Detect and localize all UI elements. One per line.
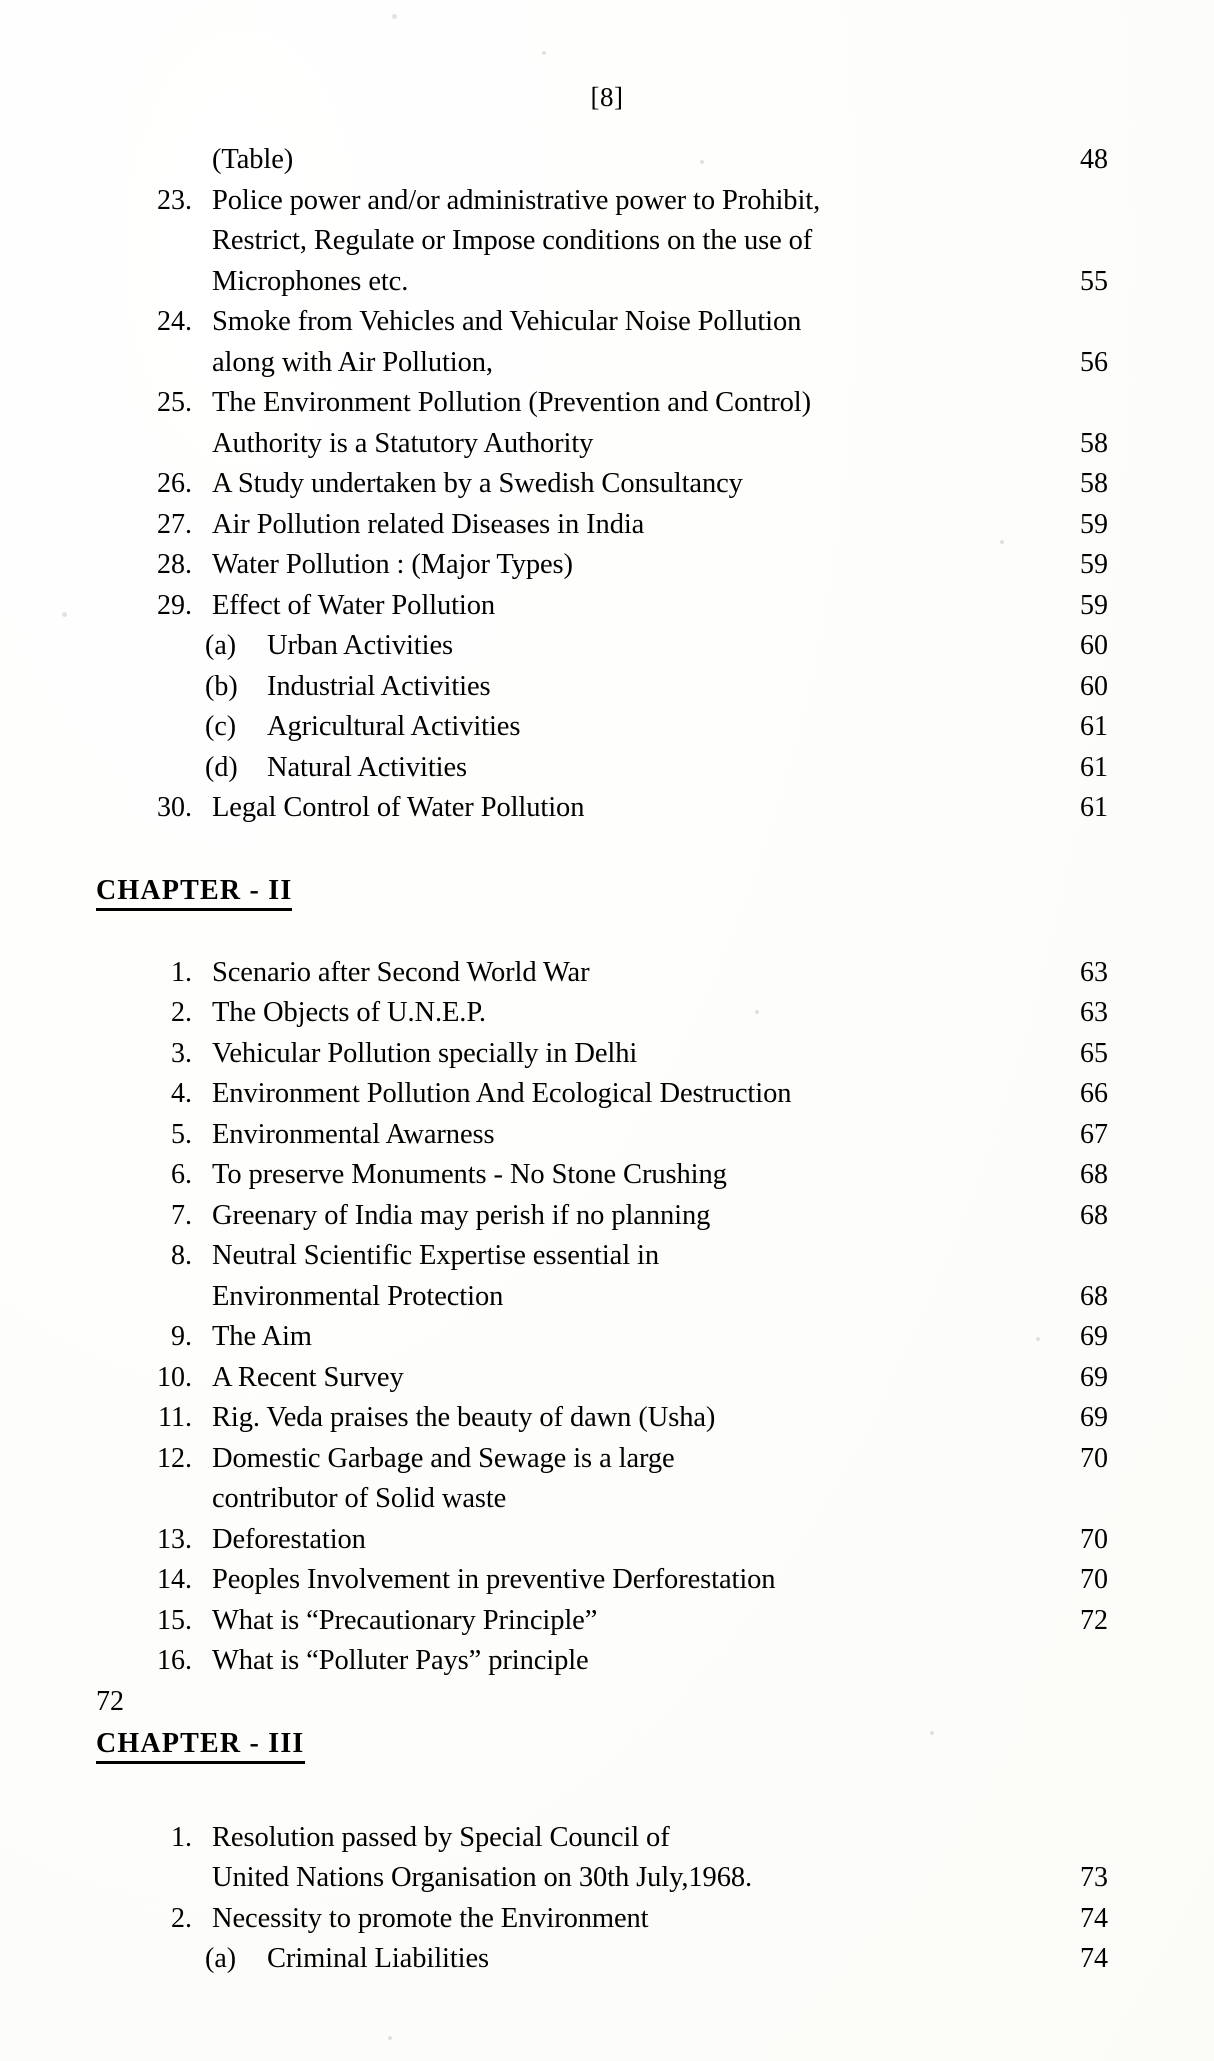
- toc-entry-title: The Objects of U.N.E.P.: [212, 997, 486, 1028]
- toc-entry-title-line2: United Nations Organisation on 30th July,1968.: [212, 1862, 753, 1893]
- toc-entry-c2-11[interactable]: [0, 1398, 1214, 1439]
- toc-subentry-title: Industrial Activities: [267, 670, 491, 702]
- toc-entry-title: Smoke from Vehicles and Vehicular Noise Pollution: [212, 306, 802, 337]
- toc-entry-29b[interactable]: [0, 667, 1214, 708]
- toc-subentry-page: 74: [1080, 1943, 1108, 1974]
- toc-entry-page: 63: [1080, 956, 1108, 988]
- toc-entry-c2-14[interactable]: [0, 1560, 1214, 1601]
- toc-subentry-title: Natural Activities: [267, 751, 468, 783]
- toc-subentry-label: (d): [205, 751, 238, 783]
- toc-entry-29a[interactable]: [0, 626, 1214, 667]
- toc-entry-24[interactable]: [0, 302, 1214, 383]
- chapter-heading-two-text: CHAPTER - II: [96, 875, 292, 911]
- toc-entry-title: Resolution passed by Special Council of: [212, 1821, 670, 1853]
- toc-entry-23[interactable]: [0, 181, 1214, 303]
- toc-entry-title-line2: along with Air Pollution,: [212, 346, 493, 378]
- toc-entry-title: Air Pollution related Diseases in India: [212, 508, 645, 540]
- toc-entry-page: 70: [1080, 1523, 1108, 1555]
- toc-entry-page: 70: [1080, 1442, 1108, 1474]
- toc-entry-title: A Study undertaken by a Swedish Consultancy: [212, 468, 743, 499]
- toc-entry-26[interactable]: [0, 464, 1214, 505]
- toc-subentry-title: Agricultural Activities: [267, 711, 521, 742]
- toc-entry-c2-4[interactable]: [0, 1074, 1214, 1115]
- toc-entry-title: Deforestation: [212, 1523, 366, 1555]
- toc-entry-number: 14.: [157, 1564, 192, 1595]
- toc-subentry-label: (c): [205, 711, 237, 742]
- toc-section-chapter-three: [0, 1818, 1214, 1980]
- toc-entry-number: 16.: [157, 1645, 192, 1676]
- toc-entry-page: 68: [1080, 1280, 1108, 1312]
- toc-entry-number: 28.: [157, 549, 192, 580]
- toc-entry-number: 9.: [171, 1321, 192, 1352]
- toc-entry-c2-9[interactable]: [0, 1317, 1214, 1358]
- toc-entry-number: 26.: [157, 468, 192, 499]
- toc-entry-title: What is “Polluter Pays” principle: [212, 1645, 589, 1676]
- toc-entry-number: 2.: [171, 997, 192, 1028]
- toc-entry-25[interactable]: [0, 383, 1214, 464]
- toc-entry-page: 59: [1080, 549, 1108, 580]
- toc-entry-number: 3.: [171, 1037, 192, 1069]
- toc-entry-title-line3: Microphones etc.: [212, 265, 409, 297]
- page-folio: [8]: [590, 82, 624, 112]
- toc-entry-page: 55: [1080, 265, 1108, 297]
- toc-entry-page: 56: [1080, 346, 1108, 378]
- toc-entry-title: Peoples Involvement in preventive Derforestation: [212, 1564, 776, 1595]
- toc-entry-title: Necessity to promote the Environment: [212, 1902, 649, 1934]
- toc-entry-page: 65: [1080, 1037, 1108, 1069]
- toc-entry-number: 27.: [157, 508, 192, 540]
- chapter-heading-three-text: CHAPTER - III: [96, 1728, 305, 1764]
- toc-entry-page: 74: [1080, 1902, 1108, 1934]
- toc-entry-title-line2: Environmental Protection: [212, 1280, 504, 1312]
- toc-entry-page: 58: [1080, 468, 1108, 499]
- toc-entry-page: 69: [1080, 1321, 1108, 1352]
- toc-entry-number: 29.: [157, 589, 192, 621]
- toc-subentry-label: (a): [205, 630, 237, 661]
- toc-entry-page: 72: [1080, 1604, 1108, 1636]
- toc-entry-number: 11.: [158, 1402, 192, 1433]
- toc-entry-number: 2.: [171, 1902, 192, 1934]
- toc-entry-30[interactable]: [0, 788, 1214, 829]
- toc-entry-number: 15.: [157, 1604, 192, 1636]
- toc-entry-title: To preserve Monuments - No Stone Crushing: [212, 1159, 727, 1190]
- toc-entry-title: The Aim: [212, 1321, 312, 1352]
- chapter-heading-two: [0, 869, 1214, 913]
- toc-entry-page: 69: [1080, 1402, 1108, 1433]
- toc-entry-number: 8.: [171, 1240, 192, 1271]
- toc-entry-number: 7.: [171, 1199, 192, 1231]
- toc-entry-number: 13.: [157, 1523, 192, 1555]
- toc-subentry-page: 60: [1080, 630, 1108, 661]
- toc-entry-c2-15[interactable]: [0, 1601, 1214, 1642]
- toc-entry-page: 69: [1080, 1361, 1108, 1393]
- toc-subentry-label: (b): [205, 670, 238, 702]
- toc-entry-title: Rig. Veda praises the beauty of dawn (Usha): [212, 1402, 716, 1433]
- toc-entry-page: 70: [1080, 1564, 1108, 1595]
- toc-entry-number: 10.: [157, 1361, 192, 1393]
- toc-entry-29d[interactable]: [0, 748, 1214, 789]
- toc-entry-title-line2: contributor of Solid waste: [212, 1483, 507, 1514]
- orphan-page-number: 72: [96, 1685, 124, 1717]
- table-of-contents: [0, 140, 1214, 1980]
- toc-entry-c2-10[interactable]: [0, 1358, 1214, 1399]
- toc-entry-number: 6.: [171, 1159, 192, 1190]
- toc-subentry-title: Criminal Liabilities: [267, 1943, 490, 1974]
- toc-entry-number: 24.: [157, 306, 192, 337]
- toc-entry-title: Environmental Awarness: [212, 1118, 495, 1150]
- toc-entry-table[interactable]: [0, 140, 1214, 181]
- toc-entry-27[interactable]: [0, 505, 1214, 546]
- toc-entry-title: A Recent Survey: [212, 1361, 404, 1393]
- toc-entry-page: 66: [1080, 1078, 1108, 1109]
- chapter-heading-three: [0, 1722, 1214, 1766]
- toc-entry-title: Environment Pollution And Ecological Destruction: [212, 1078, 792, 1109]
- toc-entry-c2-12[interactable]: [0, 1439, 1214, 1520]
- toc-entry-title: Water Pollution : (Major Types): [212, 549, 573, 580]
- toc-entry-page: 68: [1080, 1199, 1108, 1231]
- toc-subentry-page: 61: [1080, 751, 1108, 783]
- toc-section-chapter-two: [0, 953, 1214, 1722]
- toc-entry-title: The Environment Pollution (Prevention and Control): [212, 387, 811, 418]
- toc-entry-c2-3[interactable]: [0, 1034, 1214, 1075]
- toc-entry-title: Scenario after Second World War: [212, 956, 590, 988]
- toc-entry-c2-8[interactable]: [0, 1236, 1214, 1317]
- toc-entry-c3-1[interactable]: [0, 1818, 1214, 1899]
- toc-entry-c2-7[interactable]: [0, 1196, 1214, 1237]
- toc-subentry-page: 60: [1080, 670, 1108, 702]
- toc-subentry-title: Urban Activities: [267, 630, 453, 661]
- toc-entry-number: 23.: [157, 184, 192, 216]
- toc-subentry-label: (a): [205, 1943, 237, 1974]
- toc-entry-title: Effect of Water Pollution: [212, 589, 496, 621]
- toc-entry-page: 58: [1080, 427, 1108, 459]
- toc-entry-page: 59: [1080, 589, 1108, 621]
- toc-entry-number: 25.: [157, 387, 192, 418]
- toc-entry-page: 59: [1080, 508, 1108, 540]
- toc-entry-title: Greenary of India may perish if no planning: [212, 1199, 711, 1231]
- toc-entry-c2-2[interactable]: [0, 993, 1214, 1034]
- toc-entry-title-line2: Authority is a Statutory Authority: [212, 427, 594, 459]
- toc-entry-c3-2a[interactable]: [0, 1939, 1214, 1980]
- toc-entry-page: 63: [1080, 997, 1108, 1028]
- toc-entry-title: Vehicular Pollution specially in Delhi: [212, 1037, 638, 1069]
- toc-entry-page: 48: [1080, 144, 1108, 175]
- toc-entry-c2-16[interactable]: [0, 1641, 1214, 1682]
- toc-entry-page: 73: [1080, 1862, 1108, 1893]
- toc-entry-number: 1.: [171, 956, 192, 988]
- toc-entry-number: 1.: [171, 1821, 192, 1853]
- toc-entry-page: 67: [1080, 1118, 1108, 1150]
- toc-entry-page: 61: [1080, 792, 1108, 823]
- toc-entry-number: 12.: [157, 1442, 192, 1474]
- toc-entry-29c[interactable]: [0, 707, 1214, 748]
- toc-section-chapter-one-continued: [0, 140, 1214, 829]
- toc-entry-c2-6[interactable]: [0, 1155, 1214, 1196]
- toc-entry-c2-5[interactable]: [0, 1115, 1214, 1156]
- toc-entry-number: 30.: [157, 792, 192, 823]
- toc-entry-29[interactable]: [0, 586, 1214, 627]
- toc-entry-title: Neutral Scientific Expertise essential in: [212, 1240, 660, 1271]
- toc-entry-title: (Table): [212, 144, 294, 175]
- toc-entry-c2-1[interactable]: [0, 953, 1214, 994]
- toc-entry-title: What is “Precautionary Principle”: [212, 1604, 598, 1636]
- toc-entry-title: Domestic Garbage and Sewage is a large: [212, 1442, 675, 1474]
- toc-subentry-page: 61: [1080, 711, 1108, 742]
- toc-entry-number: 5.: [171, 1118, 192, 1150]
- toc-entry-title: Police power and/or administrative power to Prohibit,: [212, 184, 821, 216]
- toc-entry-28[interactable]: [0, 545, 1214, 586]
- toc-entry-title-line2: Restrict, Regulate or Impose conditions on the use of: [212, 225, 813, 256]
- toc-entry-c3-2[interactable]: [0, 1899, 1214, 1940]
- toc-entry-page: 68: [1080, 1159, 1108, 1190]
- toc-entry-c2-13[interactable]: [0, 1520, 1214, 1561]
- toc-entry-number: 4.: [171, 1078, 192, 1109]
- toc-entry-title: Legal Control of Water Pollution: [212, 792, 585, 823]
